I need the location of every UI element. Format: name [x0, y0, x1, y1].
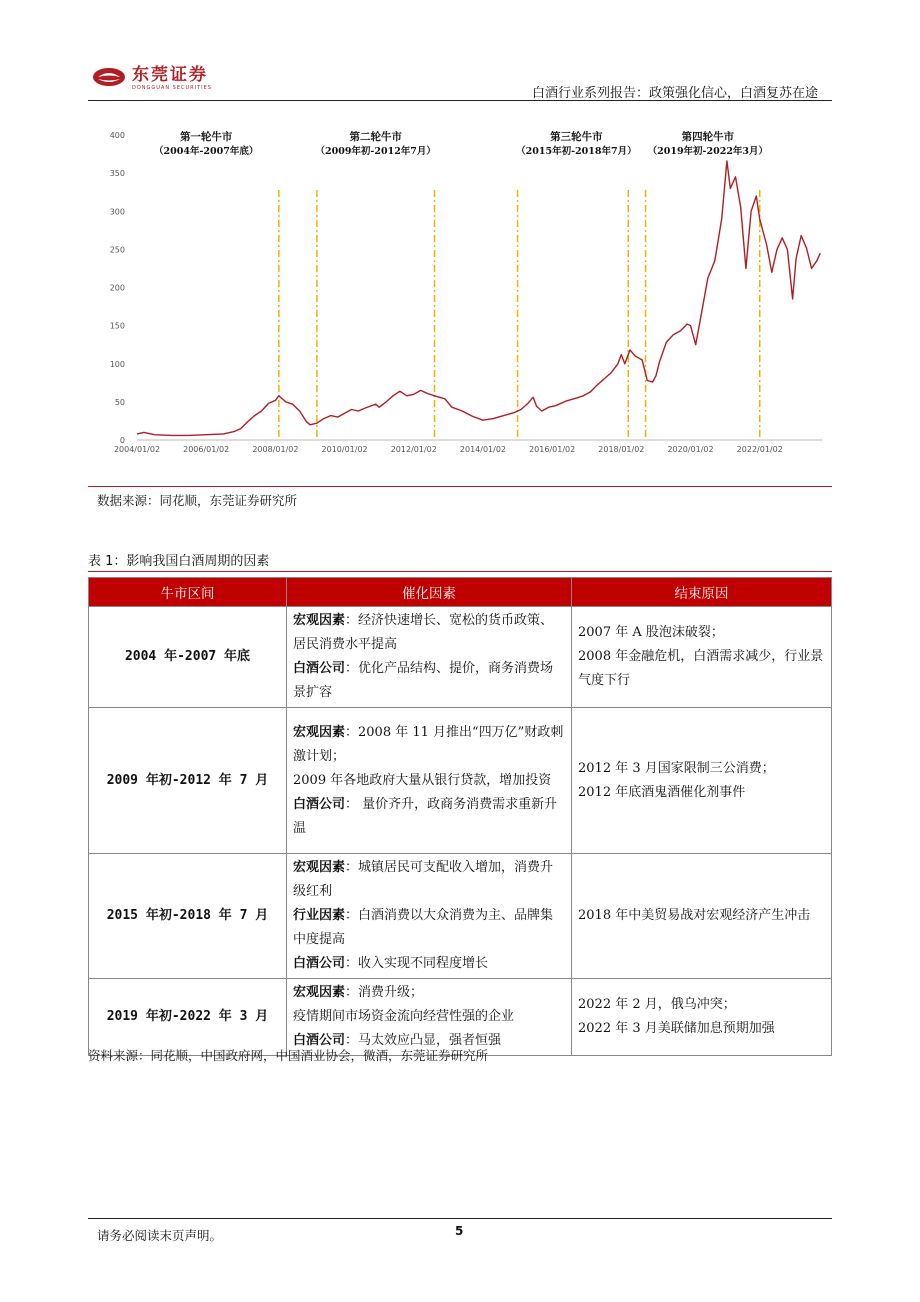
factor-value: ：优化产品结构、提价，商务消费场景扩容 [293, 661, 554, 700]
factor-line [293, 769, 565, 793]
table-caption-divider [88, 571, 832, 572]
y-tick-label: 250 [109, 245, 125, 255]
x-tick-label: 2022/01/02 [736, 445, 783, 454]
cell-factors [287, 708, 572, 854]
bull-market-label: 第四轮牛市 [681, 131, 735, 143]
table-caption: 表 1：影响我国白酒周期的因素 [88, 554, 270, 569]
header-factors: 催化因素 [287, 578, 572, 607]
factor-value: ：2008 年 11 月推出“四万亿”财政刺激计划； [293, 724, 564, 764]
factor-value: ： 量价齐升，政商务消费需求重新升温 [293, 796, 558, 836]
factor-value: ：收入实现不同程度增长 [345, 956, 489, 971]
y-tick-label: 400 [109, 131, 125, 140]
factor-key: 宏观因素 [293, 860, 346, 875]
chart-series [137, 161, 820, 436]
factor-key: 白酒公司 [293, 1033, 346, 1048]
factor-key: 宏观因素 [293, 724, 346, 740]
y-tick-label: 150 [109, 321, 125, 331]
y-tick-label: 200 [109, 283, 125, 293]
table-row [89, 607, 832, 708]
factor-line [293, 856, 565, 904]
bull-market-label: 第二轮牛市 [349, 131, 402, 143]
factor-line [293, 657, 565, 705]
x-tick-label: 2008/01/02 [252, 445, 299, 454]
logo-en: DONGGUAN SECURITIES [132, 85, 212, 91]
x-tick-label: 2004/01/02 [113, 445, 161, 454]
factor-value: ：马太效应凸显，强者恒强 [345, 1033, 502, 1048]
table-row [89, 854, 832, 979]
chart-axes [110, 131, 822, 454]
x-tick-label: 2014/01/02 [459, 445, 507, 454]
factor-line [293, 721, 565, 769]
factor-key: 白酒公司 [293, 661, 346, 676]
cell-period: 2019 年初-2022 年 3 月 [89, 979, 287, 1056]
factor-line [293, 904, 565, 952]
footer-note: 请务必阅读末页声明。 [97, 1228, 223, 1243]
cell-end-reason [572, 979, 832, 1056]
bull-market-label: 第三轮牛市 [550, 131, 603, 143]
page-header [88, 60, 832, 104]
x-tick-label: 2018/01/02 [598, 445, 645, 454]
y-tick-label: 350 [109, 169, 125, 179]
header-period: 牛市区间 [89, 578, 287, 607]
y-tick-label: 100 [109, 359, 125, 369]
factor-value: 2009 年各地政府大量从银行贷款，增加投资 [293, 772, 552, 788]
company-logo [92, 66, 212, 91]
cell-end-reason [572, 607, 832, 708]
bull-market-label: 第一轮牛市 [179, 131, 233, 143]
x-tick-label: 2016/01/02 [529, 445, 576, 454]
header-divider [88, 100, 832, 101]
bull-market-period: （2019年初-2022年3月） [647, 146, 769, 157]
x-tick-label: 2020/01/02 [667, 445, 714, 454]
page-number: 5 [455, 1224, 464, 1238]
end-reason-line: 2012 年底酒鬼酒催化剂事件 [578, 784, 746, 800]
logo-mark-icon [92, 66, 126, 88]
end-reason-line: 2007 年 A 股泡沫破裂； [578, 625, 724, 640]
table-row [89, 708, 832, 854]
bull-market-period: （2009年初-2012年7月） [315, 146, 436, 157]
y-tick-label: 0 [119, 436, 125, 445]
factor-key: 宏观因素 [293, 613, 346, 628]
factor-line [293, 981, 565, 1005]
x-tick-label: 2012/01/02 [390, 445, 437, 454]
cell-end-reason [572, 708, 832, 854]
cell-end-reason [572, 854, 832, 979]
baijiu-index-chart [95, 118, 825, 463]
bull-market-markers [279, 190, 760, 440]
cycle-factors-table [88, 577, 832, 1056]
y-tick-label: 300 [109, 207, 125, 217]
factor-value: ：消费升级； [345, 985, 424, 1000]
factor-line [293, 1005, 565, 1029]
table-row [89, 979, 832, 1056]
factor-line [293, 609, 565, 657]
end-reason-line: 2012 年 3 月国家限制三公消费； [578, 760, 775, 776]
cell-period: 2009 年初-2012 年 7 月 [89, 708, 287, 854]
table-source: 资料来源：同花顺，中国政府网，中国酒业协会，微酒，东莞证券研究所 [88, 1048, 489, 1063]
logo-cn: 东莞证券 [132, 65, 208, 85]
factor-value: ：经济快速增长、宽松的货币政策、居民消费水平提高 [293, 613, 554, 652]
end-reason-line: 2018 年中美贸易战对宏观经济产生冲击 [578, 908, 811, 923]
header-end-reason: 结束原因 [572, 578, 832, 607]
factor-key: 行业因素 [293, 908, 346, 923]
factor-value: 疫情期间市场资金流向经营性强的企业 [293, 1009, 515, 1024]
bull-market-period: （2015年初-2018年7月） [516, 146, 637, 157]
table-header-row [89, 578, 832, 607]
factor-key: 白酒公司 [293, 956, 346, 971]
cell-factors [287, 979, 572, 1056]
x-tick-label: 2010/01/02 [321, 445, 368, 454]
factor-value: ：城镇居民可支配收入增加，消费升级红利 [293, 860, 554, 899]
end-reason-line: 2022 年 3 月美联储加息预期加强 [578, 1021, 775, 1036]
cell-period: 2015 年初-2018 年 7 月 [89, 854, 287, 979]
figure-source-divider [88, 486, 832, 487]
cell-factors [287, 607, 572, 708]
report-title: 白酒行业系列报告：政策强化信心，白酒复苏在途 [531, 86, 818, 101]
footer-divider [88, 1218, 832, 1219]
bull-market-period: （2004年-2007年底） [154, 146, 259, 157]
chart-annotations [154, 130, 768, 157]
figure-source: 数据来源：同花顺，东莞证券研究所 [97, 493, 298, 508]
factor-line [293, 952, 565, 976]
baijiu-index-line [137, 161, 820, 436]
end-reason-line: 2022 年 2 月，俄乌冲突； [578, 997, 736, 1012]
factor-key: 白酒公司 [293, 796, 346, 812]
end-reason-line: 2008 年金融危机，白酒需求减少，行业景气度下行 [578, 649, 824, 688]
factor-line [293, 793, 565, 841]
x-tick-label: 2006/01/02 [183, 445, 230, 454]
y-tick-label: 50 [114, 397, 125, 407]
factor-key: 宏观因素 [293, 985, 346, 1000]
cell-period: 2004 年-2007 年底 [89, 607, 287, 708]
cell-factors [287, 854, 572, 979]
factor-value: ：白酒消费以大众消费为主、品牌集中度提高 [293, 908, 554, 947]
